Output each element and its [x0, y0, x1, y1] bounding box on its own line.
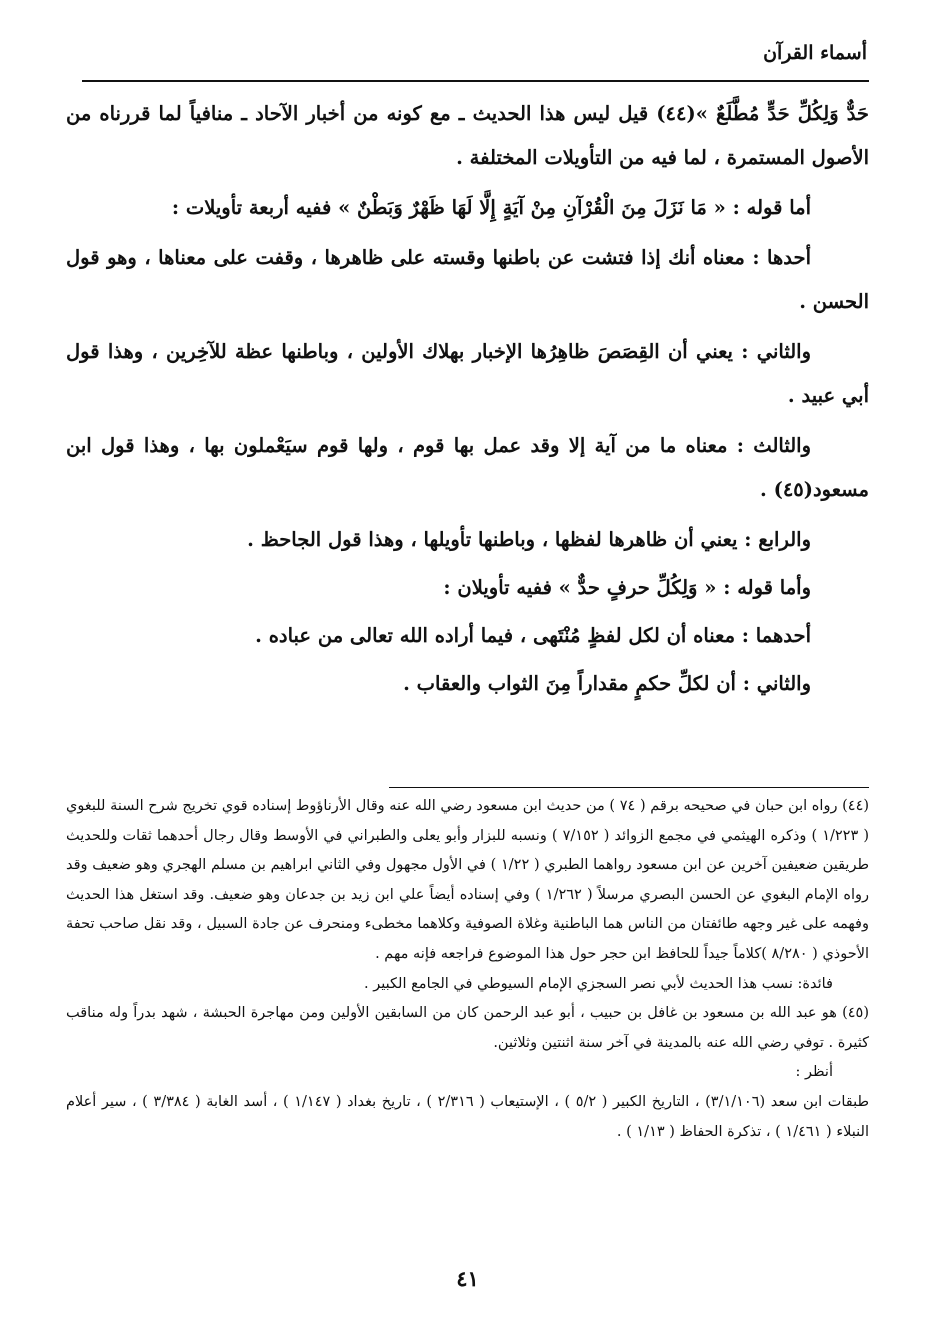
footnote-44-note: فائدة: نسب هذا الحديث لأبي نصر السجزي الإمام السيوطي في الجامع الكبير . [364, 975, 833, 992]
footnote-number: (٤٤) [842, 798, 870, 814]
header-rule [82, 80, 869, 82]
paragraph-four-interpretations: أما قوله : « مَا نَزَلَ مِنَ الْقُرْآنِ مِنْ آيَةٍ إِلَّا لَهَا ظَهْرٌ وَبَطْنٌ » ففيه أربعة تأويلات : [171, 196, 811, 219]
footnote-45-see-label: أنظر : [795, 1064, 833, 1081]
footnote-45-sources: طبقات ابن سعد (٣/١/١٠٦) ، التاريخ الكبير ( ٥/٢ ) ، الإستيعاب ( ٢/٣١٦ ) ، تاريخ بغداد ( ١/١٤٧ ) ، أسد الغابة ( ٣/٣٨٤ ) ، سير أعلام النبلاء ( ١/٤٦١ ) ، تذكرة الحفاظ ( ١/١٣ ) . [66, 1093, 870, 1140]
page-number: ٤١ [456, 1266, 479, 1291]
footnote-text: رواه ابن حبان في صحيحه برقم ( ٧٤ ) من حديث ابن مسعود رضي الله عنه وقال الأرناؤوط إسناده قوي تخريج شرح السنة للبغوي ( ١/٢٢٣ ) وذكره الهيثمي في مجمع الزوائد ( ٧/١٥٢ ) ونسبه للبزار وأبو يعلى والطبراني في الأوسط وقال رجال أحدهما ثقات وللحديث طريقين ضعيفين آخرين عن ابن مسعود رواهما الطبري ( ١/٢٢ ) في الأول مجهول وفي الثاني ابراهيم بن مسلم الهجري وهو ضعيف وقد رواه الإمام البغوي عن الحسن البصري مرسلاً ( ١/٢٦٢ ) وفي إسناده أيضاً علي ابن زيد بن جدعان وهو ضعيف. وقد استغل هذا الحديث وفهمه على غير وجهه طائفتان من الناس هما الباطنية وغلاة الصوفية وكلاهما مخطىء ومنحرف عن جادة السبيل ، وقد نقل صاحب تحفة الأحوذي ( ٨/٢٨٠ )كلاماً جيداً للحافظ ابن حجر حول هذا الموضوع فراجعه فإنه مهم . [66, 798, 870, 962]
footnotes [66, 792, 869, 1147]
paragraph-hadith-continuation: حَدٌّ وَلِكُلِّ حَدٍّ مُطَّلَعٌ »(٤٤) قيل ليس هذا الحديث ـ مع كونه من أخبار الآحاد ـ منافياً لما قررناه من الأصول المستمرة ، لما فيه من التأويلات المختلفة . [66, 102, 869, 169]
footnote-45 [66, 999, 869, 1058]
paragraph-second-of-two: والثاني : أن لكلِّ حكمٍ مقداراً مِنَ الثواب والعقاب . [403, 672, 811, 695]
paragraph-third-interpretation: والثالث : معناه ما من آية إلا وقد عمل بها قوم ، ولها قوم سيَعْملون بها ، وهذا قول ابن مسعود(٤٥) . [66, 434, 869, 501]
running-title: أسماء القرآن [763, 42, 867, 64]
footnote-text: هو عبد الله بن مسعود بن غافل بن حبيب ، أبو عبد الرحمن كان من السابقين الأولين ومن مهاجرة الحبشة ، شهد بدراً وله مناقب كثيرة . توفي رضي الله عنه بالمدينة في آخر سنة اثنتين وثلاثين. [66, 1005, 869, 1051]
footnote-rule [389, 787, 869, 788]
paragraph-fourth-interpretation: والرابع : يعني أن ظاهرها لفظها ، وباطنها تأويلها ، وهذا قول الجاحظ . [247, 528, 811, 551]
footnote-number: (٤٥) [842, 1005, 869, 1022]
paragraph-second-interpretation: والثاني : يعني أن القِصَصَ ظاهِرُها الإخبار بهلاك الأولين ، وباطنها عظة للآخِرين ، وهذا قول أبي عبيد . [66, 340, 869, 407]
main-text [66, 92, 869, 710]
paragraph-first-of-two: أحدهما : معناه أن لكل لفظٍ مُنْتَهى ، فيما أراده الله تعالى من عباده . [255, 624, 811, 647]
footnote-44 [66, 792, 869, 970]
paragraph-first-interpretation: أحدها : معناه أنك إذا فتشت عن باطنها وقسته على ظاهرها ، وقفت على معناها ، وهو قول الحسن . [66, 246, 869, 313]
paragraph-two-interpretations: وأما قوله : « وَلِكُلِّ حرفٍ حدٌّ » ففيه تأويلان : [443, 576, 811, 599]
